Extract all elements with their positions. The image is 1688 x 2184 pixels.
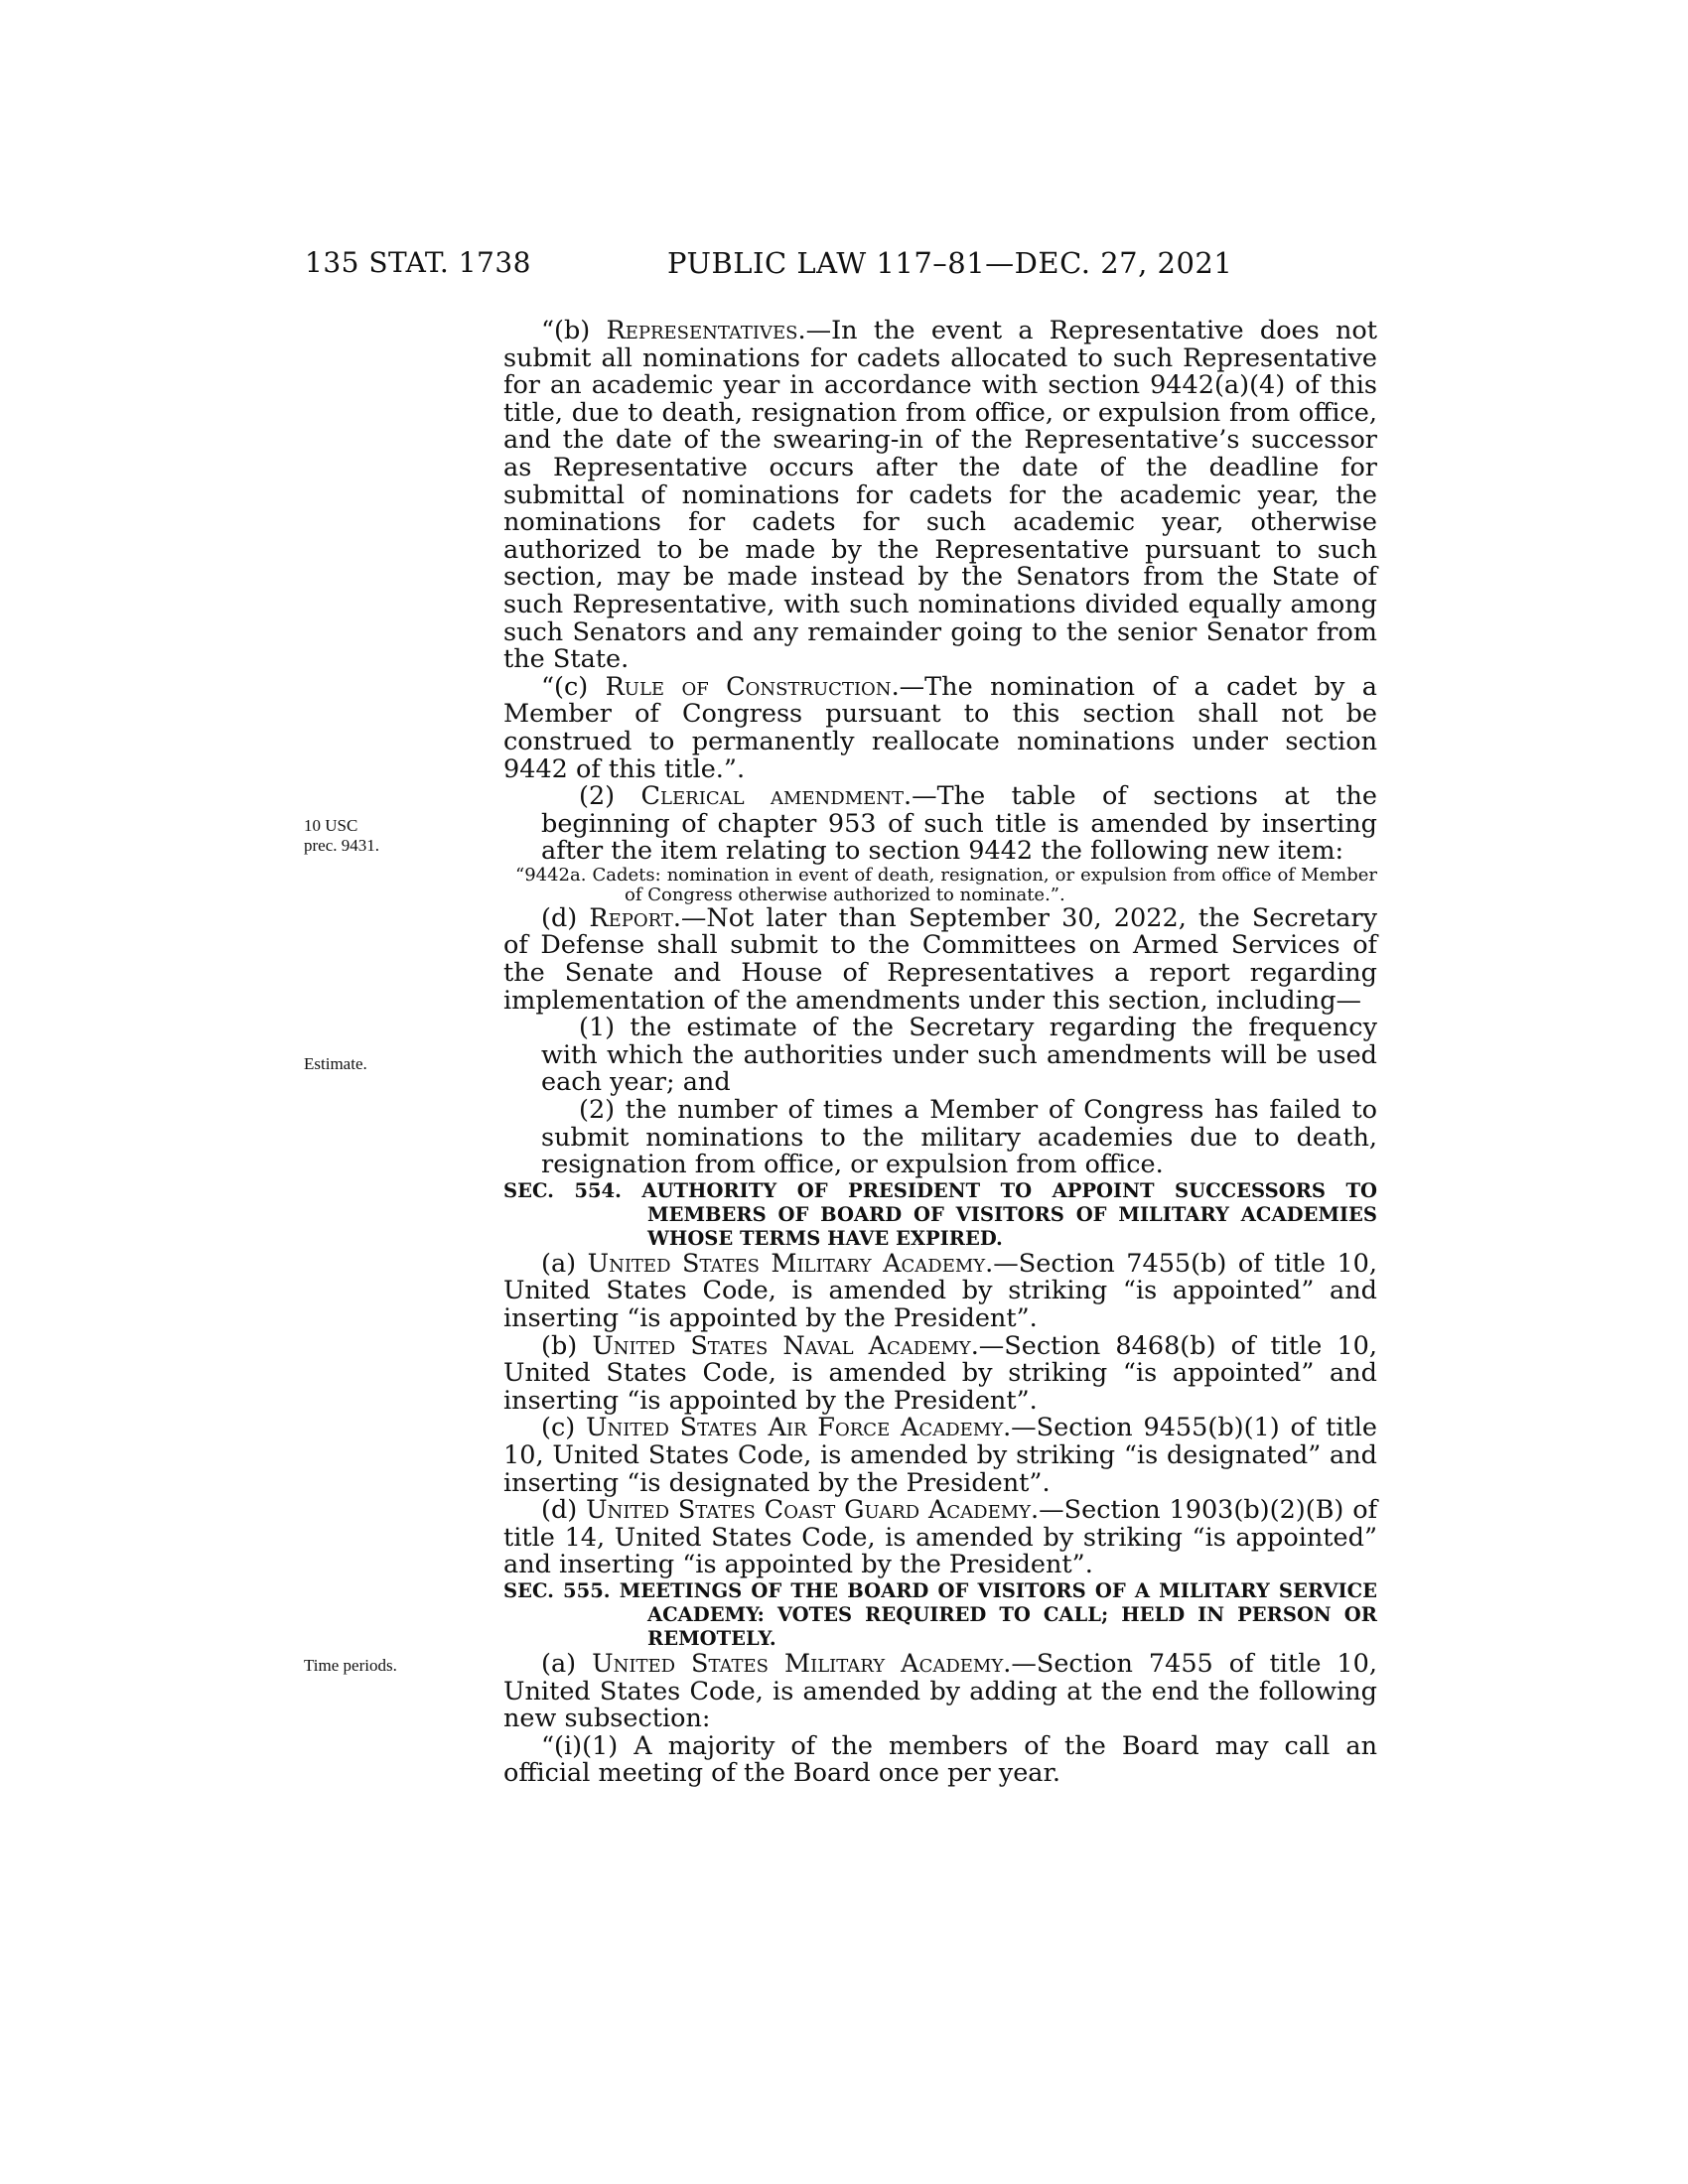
paragraph-text: .—The nomination of a cadet by a Member of Congress pursuant to this section shall not be construed to permanently reallocate nominations under section 9442 of this title.”.	[503, 671, 1377, 784]
margin-note-estimate: Estimate.	[304, 1054, 367, 1073]
paragraph-heading: United States Air Force Academy	[585, 1413, 1004, 1443]
paragraph-text: .—In the event a Representative does not submit all nominations for cadets allocated to such Representative for an academic year in accordance with section 9442(a)(4) of this title, due to death, resignation from office, or expulsion from office, and the date of the swearing-in of the Representative’s successor as Representative occurs after the date of the deadline for submittal of nominations for cadets for the academic year, the nominations for cadets for such academic year, otherwise authorized to be made by the Representative pursuant to such section, may be made instead by the Senators from the State of such Representative, with such nominations divided equally among such Senators and any remainder going to the senior Senator from the State.	[503, 316, 1377, 675]
paragraph-heading: Rule of Construction	[605, 671, 892, 702]
margin-note-usc-line2: prec. 9431.	[304, 836, 380, 855]
paragraph-554-a	[503, 1248, 1377, 1333]
table-of-sections-item: “9442a. Cadets: nomination in event of death, resignation, or expulsion from office of Member of Congress otherwise authorized to nominate.”.	[515, 864, 1377, 905]
paragraph-text: .—Section 9455(b)(1) of title 10, United States Code, is amended by striking “is designated” and inserting “is designated by the President”.	[503, 1413, 1377, 1498]
paragraph-555-a	[503, 1648, 1377, 1734]
paragraph-label: (a)	[541, 1248, 588, 1279]
paragraph-554-d	[503, 1497, 1377, 1579]
section-554-heading: SEC. 554. AUTHORITY OF PRESIDENT TO APPOINT SUCCESSORS TO MEMBERS OF BOARD OF VISITORS OF MILITARY ACADEMIES WHOSE TERMS HAVE EXPIRED.	[503, 1178, 1377, 1250]
page-title: PUBLIC LAW 117–81—DEC. 27, 2021	[667, 246, 1233, 280]
paragraph-text: .—The table of sections at the beginning of chapter 953 of such title is amended by inserting after the item relating to section 9442 the following new item:	[541, 781, 1377, 867]
paragraph-text: .—Section 8468(b) of title 10, United States Code, is amended by striking “is appointed” and inserting “is appointed by the President”.	[503, 1330, 1377, 1416]
margin-note-usc-line1: 10 USC	[304, 816, 358, 835]
margin-note-usc	[304, 816, 379, 856]
margin-note-time-periods: Time periods.	[304, 1656, 397, 1675]
paragraph-554-c	[503, 1415, 1377, 1497]
paragraph-d-2: (2) the number of times a Member of Congress has failed to submit nominations to the military academies due to death, resignation from office, or expulsion from office.	[541, 1095, 1377, 1180]
paragraph-label: (a)	[541, 1648, 593, 1679]
paragraph-label: (d)	[541, 902, 590, 933]
paragraph-heading: United States Coast Guard Academy	[586, 1495, 1032, 1526]
section-555-heading: SEC. 555. MEETINGS OF THE BOARD OF VISITORS OF A MILITARY SERVICE ACADEMY: VOTES REQUIRED TO CALL; HELD IN PERSON OR REMOTELY.	[503, 1578, 1377, 1650]
paragraph-555-i-1: “(i)(1) A majority of the members of the Board may call an official meeting of the Board once per year.	[503, 1730, 1377, 1789]
paragraph-text: .—Section 7455(b) of title 10, United States Code, is amended by striking “is appointed” and inserting “is appointed by the President”.	[503, 1248, 1377, 1333]
paragraph-d	[503, 902, 1378, 1016]
paragraph-label: (c)	[541, 1413, 586, 1443]
paragraph-heading: Representatives	[606, 316, 798, 345]
document-body	[503, 318, 1377, 1788]
paragraph-c	[503, 671, 1377, 784]
paragraph-heading: Clerical amendment	[640, 781, 905, 812]
paragraph-554-b	[503, 1330, 1377, 1416]
paragraph-heading: Report	[589, 902, 673, 933]
paragraph-b	[503, 318, 1377, 674]
paragraph-label: (d)	[541, 1495, 587, 1526]
paragraph-label: “(b)	[541, 316, 607, 345]
paragraph-label: (2)	[579, 781, 641, 812]
paragraph-text: .—Section 1903(b)(2)(B) of title 14, United States Code, is amended by striking “is appointed” and inserting “is appointed by the President”.	[503, 1495, 1378, 1580]
paragraph-heading: United States Military Academy	[587, 1248, 986, 1279]
paragraph-heading: United States Military Academy	[592, 1648, 1004, 1679]
paragraph-heading: United States Naval Academy	[592, 1330, 971, 1361]
paragraph-text: .—Not later than September 30, 2022, the Secretary of Defense shall submit to the Committees on Armed Services of the Senate and House of Representatives a report regarding implementation of the amendments under this section, including—	[503, 902, 1378, 1016]
page-header	[0, 246, 1688, 286]
paragraph-clerical-amendment	[503, 783, 1377, 866]
paragraph-label: “(c)	[541, 671, 606, 702]
statute-page-number: 135 STAT. 1738	[305, 246, 531, 279]
paragraph-text: .—Section 7455 of title 10, United States Code, is amended by adding at the end the following new subsection:	[503, 1648, 1377, 1734]
paragraph-label: (b)	[541, 1330, 593, 1361]
paragraph-d-1: (1) the estimate of the Secretary regarding the frequency with which the authorities under such amendments will be used each year; and	[541, 1013, 1377, 1098]
